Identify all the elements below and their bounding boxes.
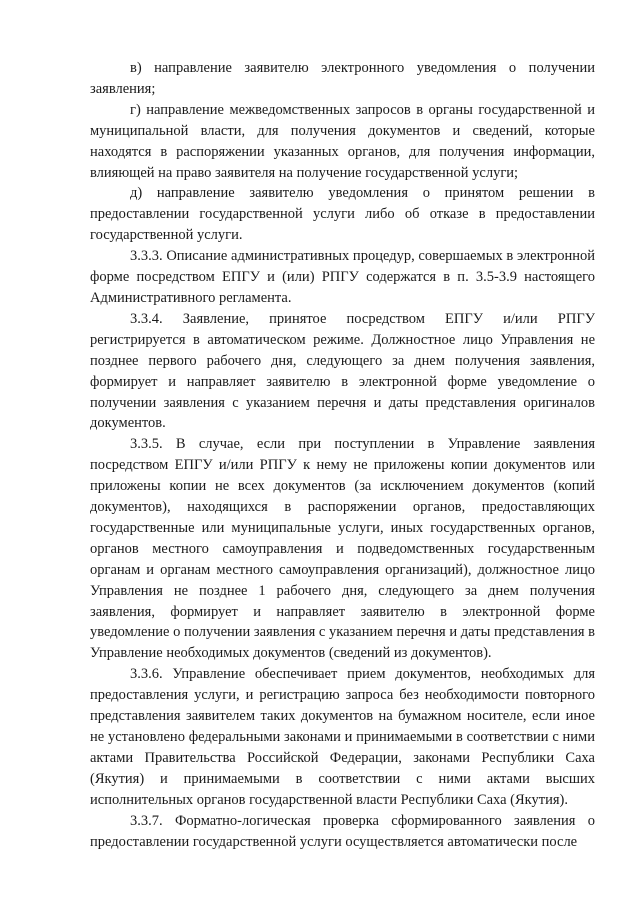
paragraph-3-3-7: 3.3.7. Форматно-логическая проверка сформированного заявления о предоставлении государственной услуги осуществляется автоматически после <box>90 812 595 850</box>
paragraph-3-3-6: 3.3.6. Управление обеспечивает прием документов, необходимых для предоставления услуги, и регистрацию запроса без необходимости повторного представления заявителем таких документов на бумажном носителе, если иное не установлено федеральными законами и принимаемыми в соответствии с ними актами Правительства Российской Федерации, законами Республики Саха (Якутия) и принимаемыми в соответствии с ними актами высших исполнительных органов государственной власти Республики Саха (Якутия). <box>90 666 595 808</box>
paragraph-item-g: г) направление межведомственных запросов в органы государственной и муниципальной власти, для получения документов и сведений, которые находятся в распоряжении указанных органов, для получения информации, влияющей на право заявителя на получение государственной услуги; <box>90 101 595 181</box>
document-body <box>90 58 595 852</box>
paragraph-item-d: д) направление заявителю уведомления о принятом решении в предоставлении государственной услуги либо об отказе в предоставлении государственной услуги. <box>90 185 595 244</box>
paragraph-3-3-3: 3.3.3. Описание административных процедур, совершаемых в электронной форме посредством ЕПГУ и (или) РПГУ содержатся в п. 3.5-3.9 настоящего Административного регламента. <box>90 248 595 306</box>
paragraph-3-3-5: 3.3.5. В случае, если при поступлении в Управление заявления посредством ЕПГУ и/или РПГУ к нему не приложены копии документов или приложены копии не всех документов (за исключением документов (копий документов), находящихся в распоряжении органов, предоставляющих государственные или муниципальные услуги, иных государственных органов, органов местного самоуправления и подведомственных государственным органам и органам местного самоуправления организаций), должностное лицо Управления не позднее 1 рабочего дня, следующего за днем получения заявления, формирует и направляет заявителю в электронной форме уведомление о получении заявления с указанием перечня и даты представления в Управление необходимых документов (сведений из документов). <box>90 436 595 662</box>
paragraph-item-v: в) направление заявителю электронного уведомления о получении заявления; <box>90 60 595 97</box>
paragraph-3-3-4: 3.3.4. Заявление, принятое посредством ЕПГУ и/или РПГУ регистрируется в автоматическом режиме. Должностное лицо Управления не позднее первого рабочего дня, следующего за днем получения заявления, формирует и направляет заявителю в электронной форме уведомление о получении заявления с указанием перечня и даты представления оригиналов документов. <box>90 310 595 432</box>
